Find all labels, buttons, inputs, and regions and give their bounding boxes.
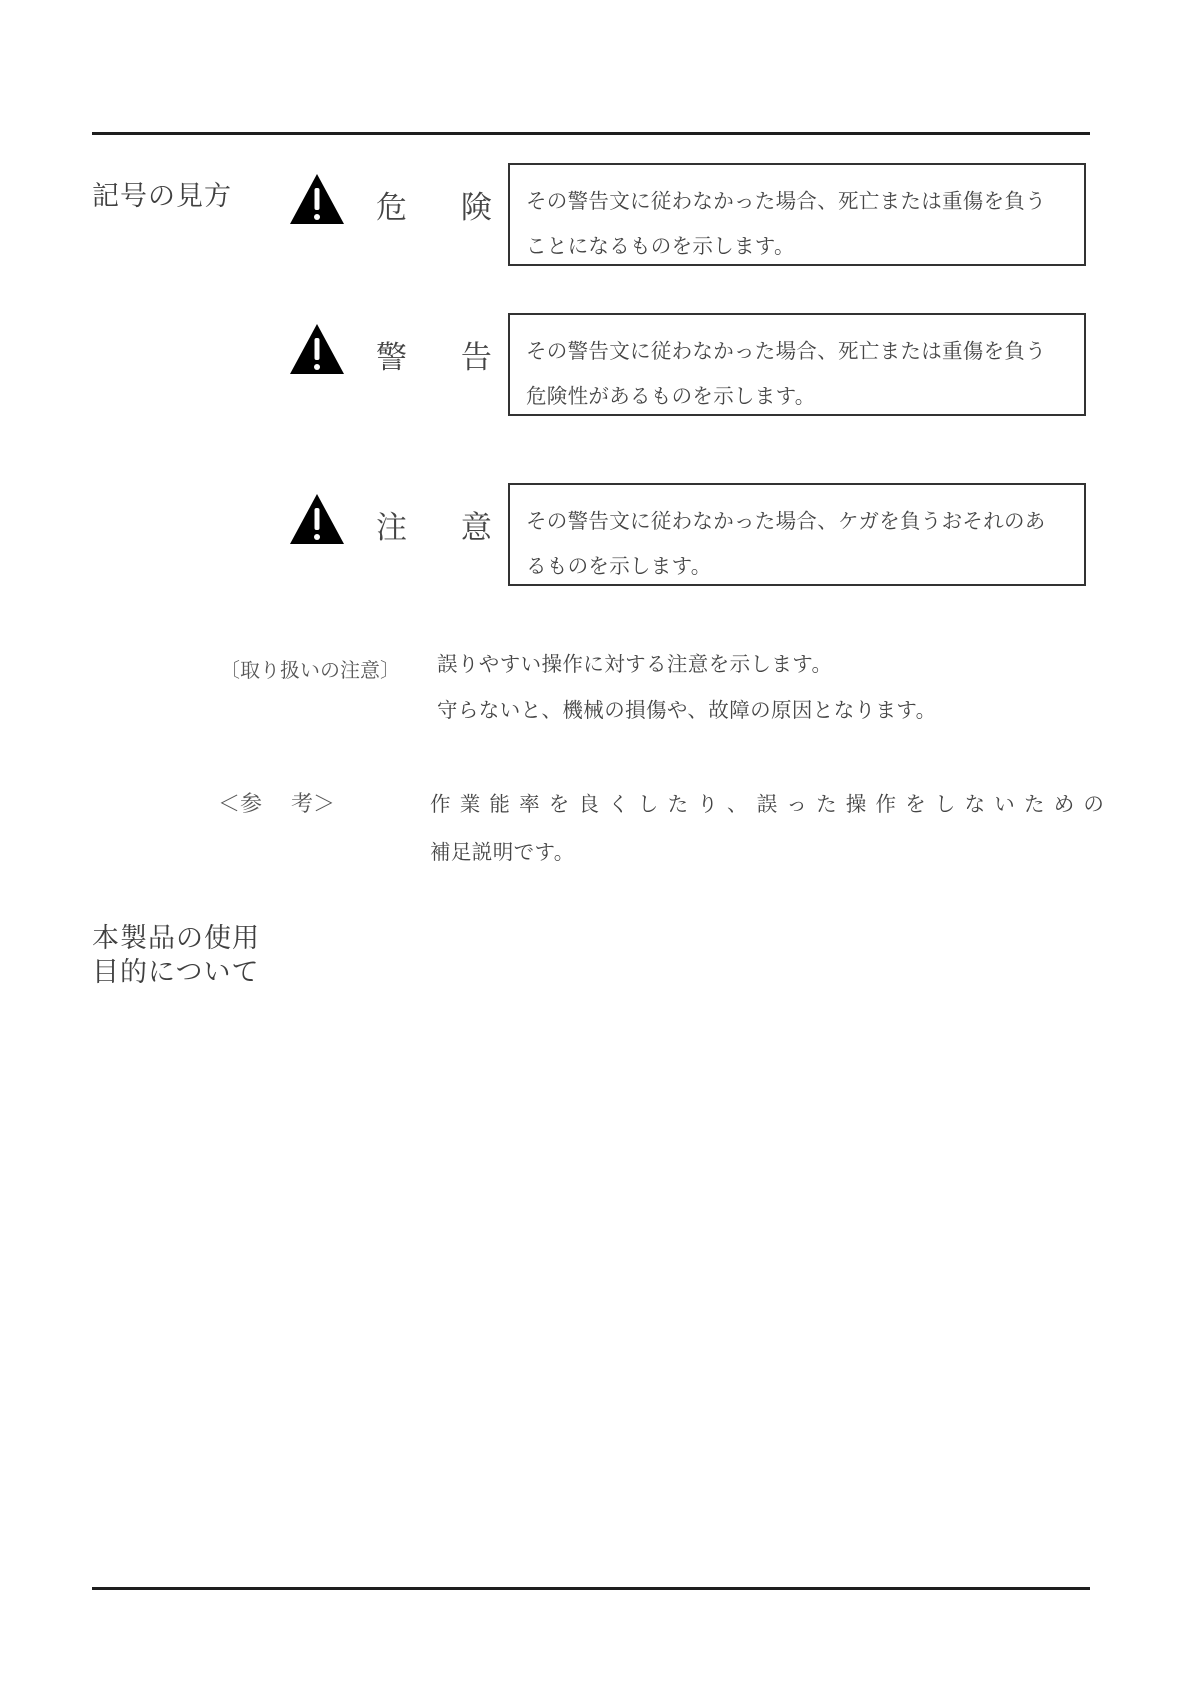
bottom-rule bbox=[92, 1587, 1090, 1590]
description-box-warning bbox=[508, 313, 1086, 416]
description-box-danger bbox=[508, 163, 1086, 266]
purpose-heading-line: 目的について bbox=[92, 957, 260, 988]
reference-note-text bbox=[430, 780, 1114, 876]
description-line: その警告文に従わなかった場合、死亡または重傷を負う bbox=[526, 339, 1046, 363]
description-line: 危険性があるものを示します。 bbox=[526, 384, 816, 408]
purpose-heading-line: 本製品の使用 bbox=[92, 923, 260, 954]
description-line: その警告文に従わなかった場合、死亡または重傷を負う bbox=[526, 189, 1046, 213]
description-line: るものを示します。 bbox=[526, 554, 712, 578]
purpose-heading bbox=[92, 922, 260, 990]
reference-note-line: 補足説明です。 bbox=[430, 840, 575, 864]
symbols-heading: 記号の見方 bbox=[92, 181, 232, 212]
warning-triangle-icon bbox=[288, 322, 346, 376]
level-label-danger: 危 険 bbox=[376, 190, 514, 226]
warning-triangle-icon bbox=[288, 172, 346, 226]
handling-note-line: 誤りやすい操作に対する注意を示します。 bbox=[437, 652, 833, 676]
handling-note-text bbox=[437, 641, 937, 733]
top-rule bbox=[92, 132, 1090, 135]
reference-note-line: 作業能率を良くしたり、誤った操作をしないための bbox=[430, 792, 1114, 816]
reference-note-label: ＜参 考＞ bbox=[218, 792, 335, 817]
description-line: その警告文に従わなかった場合、ケガを負うおそれのあ bbox=[526, 509, 1046, 533]
description-box-caution bbox=[508, 483, 1086, 586]
level-label-caution: 注 意 bbox=[376, 510, 514, 546]
description-line: ことになるものを示します。 bbox=[526, 234, 795, 258]
handling-note-line: 守らないと、機械の損傷や、故障の原因となります。 bbox=[437, 698, 937, 722]
handling-note-label: 〔取り扱いの注意〕 bbox=[220, 658, 400, 682]
level-label-warning: 警 告 bbox=[376, 340, 514, 376]
warning-triangle-icon bbox=[288, 492, 346, 546]
